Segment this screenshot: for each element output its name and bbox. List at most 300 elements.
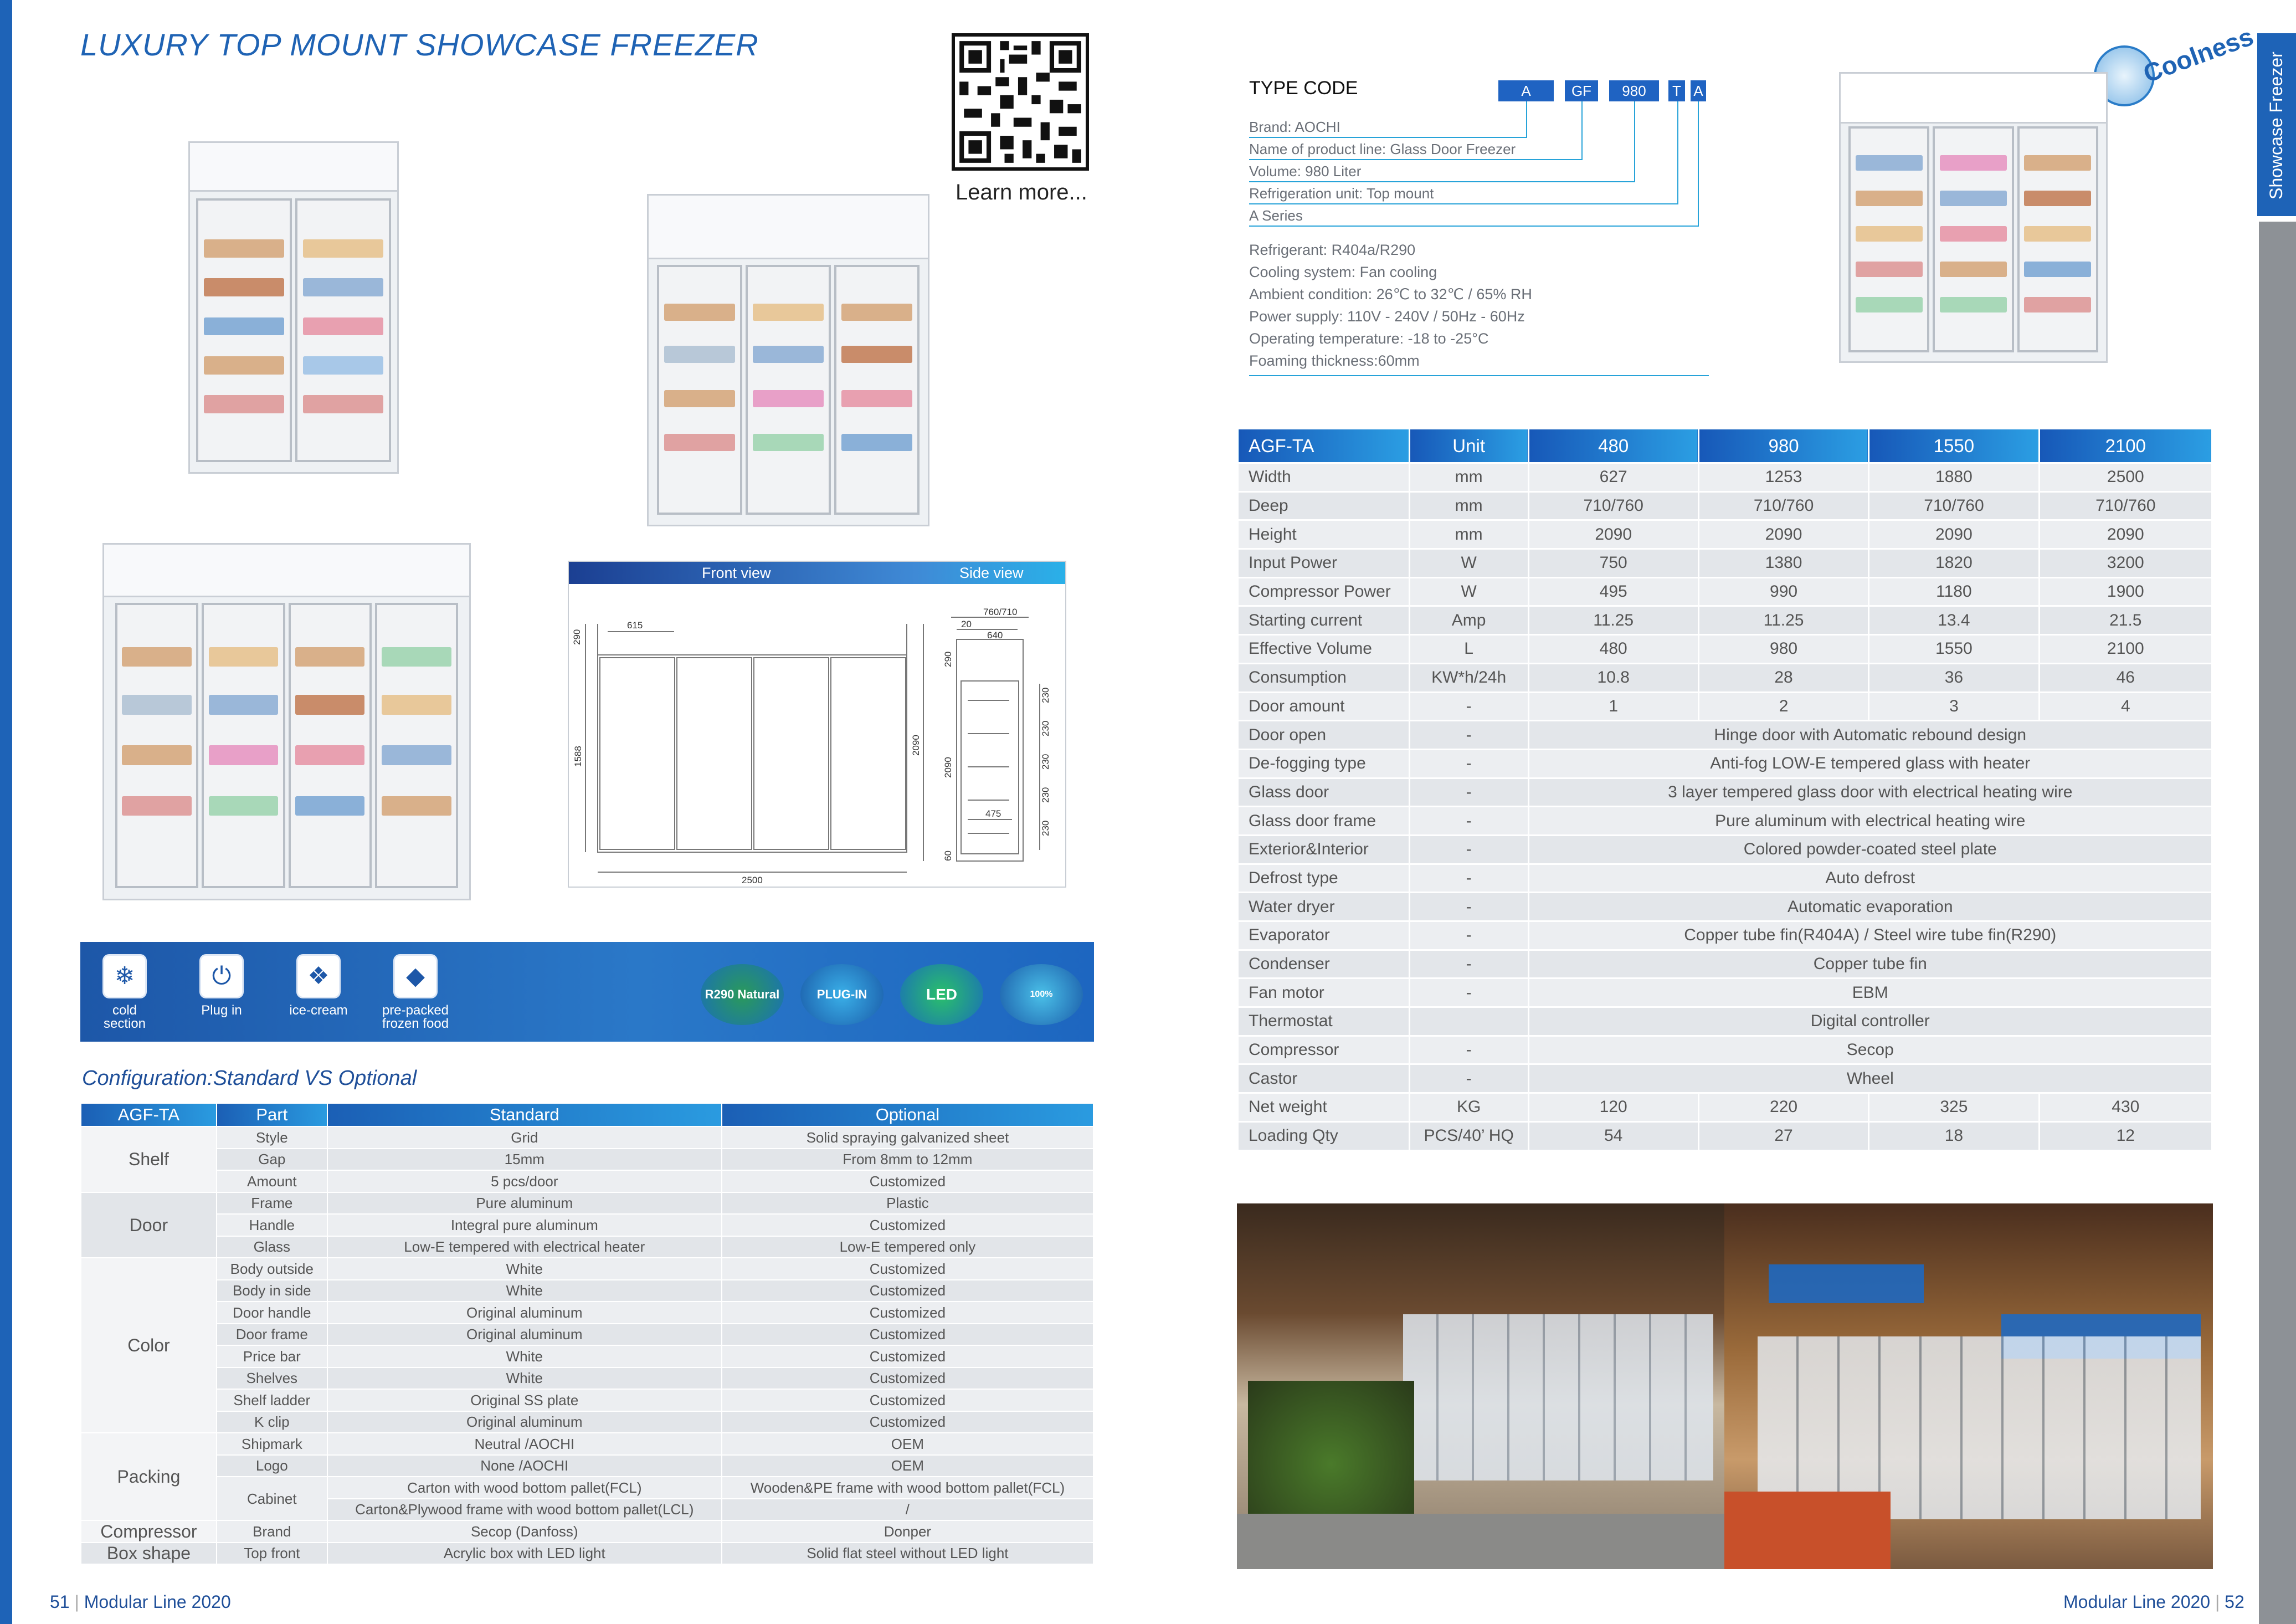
optional-cell: Plastic <box>722 1192 1093 1215</box>
config-header: Optional <box>722 1103 1093 1126</box>
table-row <box>81 1543 1093 1565</box>
standard-cell: 15mm <box>327 1149 722 1171</box>
table-row <box>1238 950 2212 979</box>
part-cell: Style <box>217 1126 327 1149</box>
spec-value-cell: 27 <box>1698 1121 1868 1150</box>
spec-value-cell: 3 layer tempered glass door with electrical heating wire <box>1528 778 2212 807</box>
table-row <box>1238 577 2212 606</box>
footer-text: Modular Line 2020 <box>2063 1592 2211 1612</box>
table-row <box>1238 549 2212 578</box>
optional-cell: Low-E tempered only <box>722 1236 1093 1258</box>
spec-header: 2100 <box>2039 429 2212 463</box>
spec-text: Refrigerant: R404a/R290 <box>1249 242 1416 258</box>
spec-name-cell: De-fogging type <box>1238 749 1410 778</box>
spec-value-cell: KW*h/24h <box>1409 663 1528 692</box>
spec-value-cell: - <box>1409 921 1528 950</box>
standard-cell: White <box>327 1280 722 1302</box>
dim-230-a: 230 <box>1040 687 1051 703</box>
optional-cell: Customized <box>722 1389 1093 1411</box>
table-row <box>1238 663 2212 692</box>
spec-value-cell: 54 <box>1528 1121 1698 1150</box>
table-row <box>81 1149 1093 1171</box>
spec-value-cell: 710/760 <box>1869 491 2039 520</box>
table-row <box>1238 778 2212 807</box>
spec-value-cell: W <box>1409 549 1528 578</box>
type-code-line: A Series <box>1249 207 1303 224</box>
type-code-box: 980 <box>1609 80 1659 101</box>
optional-cell: Customized <box>722 1214 1093 1236</box>
table-row <box>81 1214 1093 1236</box>
spec-value-cell: - <box>1409 1064 1528 1093</box>
spec-value-cell: - <box>1409 864 1528 893</box>
table-row <box>81 1455 1093 1477</box>
standard-cell: Original SS plate <box>327 1389 722 1411</box>
table-row <box>1238 491 2212 520</box>
optional-cell: Customized <box>722 1324 1093 1346</box>
standard-cell: White <box>327 1345 722 1367</box>
dim-290: 290 <box>572 629 582 645</box>
spec-value-cell: - <box>1409 950 1528 979</box>
spec-value-cell <box>1409 1007 1528 1036</box>
spec-value-cell: Digital controller <box>1528 1007 2212 1036</box>
spec-name-cell: Glass door frame <box>1238 807 1410 836</box>
optional-cell: Customized <box>722 1170 1093 1192</box>
dim-1588: 1588 <box>573 746 583 767</box>
spec-name-cell: Deep <box>1238 491 1410 520</box>
spec-value-cell: 46 <box>2039 663 2212 692</box>
optional-cell: Wooden&PE frame with wood bottom pallet(FCL) <box>722 1477 1093 1499</box>
spec-value-cell: Pure aluminum with electrical heating wire <box>1528 807 2212 836</box>
coolness-logo <box>2094 22 2257 106</box>
part-cell: Handle <box>217 1214 327 1236</box>
spec-value-cell: 430 <box>2039 1093 2212 1122</box>
spec-value-cell: 2090 <box>2039 520 2212 549</box>
part-cell: Frame <box>217 1192 327 1215</box>
spec-header: 480 <box>1528 429 1698 463</box>
spec-value-cell: 21.5 <box>2039 606 2212 635</box>
spec-name-cell: Exterior&Interior <box>1238 835 1410 864</box>
spec-name-cell: Defrost type <box>1238 864 1410 893</box>
table-row <box>1238 893 2212 921</box>
frozen-food-icon: ◆ <box>393 954 438 998</box>
part-cell: Door handle <box>217 1302 327 1324</box>
optional-cell: OEM <box>722 1433 1093 1455</box>
group-cell: Packing <box>81 1433 217 1520</box>
standard-cell: None /AOCHI <box>327 1455 722 1477</box>
table-row <box>1238 1121 2212 1150</box>
table-row <box>81 1192 1093 1215</box>
part-cell: Logo <box>217 1455 327 1477</box>
optional-cell: / <box>722 1499 1093 1521</box>
connector-line <box>1677 101 1678 204</box>
dim-230-c: 230 <box>1040 754 1051 770</box>
part-cell: Body outside <box>217 1258 327 1280</box>
spec-value-cell: Copper tube fin <box>1528 950 2212 979</box>
dim-640: 640 <box>987 630 1003 641</box>
spec-header: AGF-TA <box>1238 429 1410 463</box>
spec-value-cell: 11.25 <box>1528 606 1698 635</box>
standard-cell: White <box>327 1258 722 1280</box>
standard-cell: Carton with wood bottom pallet(FCL) <box>327 1477 722 1499</box>
dim-2090: 2090 <box>911 735 921 756</box>
spec-name-cell: Door open <box>1238 721 1410 750</box>
table-row <box>81 1302 1093 1324</box>
divider <box>1249 375 1709 376</box>
group-cell: Compressor <box>81 1520 217 1543</box>
table-row <box>81 1411 1093 1433</box>
part-cell: Cabinet <box>217 1477 327 1520</box>
freezer-4-door-image <box>102 543 471 900</box>
spec-value-cell: Hinge door with Automatic rebound design <box>1528 721 2212 750</box>
footer-text: Modular Line 2020 <box>84 1592 231 1612</box>
part-cell: Shipmark <box>217 1433 327 1455</box>
part-cell: Glass <box>217 1236 327 1258</box>
table-row <box>1238 721 2212 750</box>
table-row <box>1238 692 2212 721</box>
badge-plug-in: PLUG-IN <box>800 964 884 1025</box>
optional-cell: Solid flat steel without LED light <box>722 1543 1093 1565</box>
table-row <box>81 1280 1093 1302</box>
part-cell: Top front <box>217 1543 327 1565</box>
feature-label: ice-cream <box>289 1003 348 1018</box>
spec-value-cell: - <box>1409 893 1528 921</box>
side-tab-label: Showcase Freezer <box>2266 52 2286 199</box>
optional-cell: Customized <box>722 1345 1093 1367</box>
footer-left: 51 | Modular Line 2020 <box>50 1592 231 1612</box>
optional-cell: Solid spraying galvanized sheet <box>722 1126 1093 1149</box>
spec-value-cell: Amp <box>1409 606 1528 635</box>
spec-value-cell: 1253 <box>1698 463 1868 492</box>
optional-cell: Customized <box>722 1280 1093 1302</box>
table-row <box>81 1433 1093 1455</box>
dim-615: 615 <box>627 620 643 631</box>
qr-caption: Learn more... <box>956 180 1087 204</box>
spec-value-cell: 4 <box>2039 692 2212 721</box>
group-cell: Box shape <box>81 1543 217 1565</box>
type-code-line: Refrigeration unit: Top mount <box>1249 185 1434 202</box>
part-cell: Body in side <box>217 1280 327 1302</box>
spec-value-cell: 220 <box>1698 1093 1868 1122</box>
spec-value-cell: KG <box>1409 1093 1528 1122</box>
part-cell: Shelf ladder <box>217 1389 327 1411</box>
spec-text: Foaming thickness:60mm <box>1249 352 1420 369</box>
connector-line <box>1634 101 1635 182</box>
spec-name-cell: Water dryer <box>1238 893 1410 921</box>
standard-cell: Grid <box>327 1126 722 1149</box>
table-row <box>1238 864 2212 893</box>
spec-value-cell: 980 <box>1698 635 1868 664</box>
spec-value-cell: - <box>1409 1036 1528 1064</box>
coolness-text: Coolness <box>2139 22 2257 88</box>
spec-value-cell: Auto defrost <box>1528 864 2212 893</box>
table-row <box>81 1367 1093 1390</box>
page-title: LUXURY TOP MOUNT SHOWCASE FREEZER <box>80 27 759 62</box>
table-row <box>1238 921 2212 950</box>
feature-label: Plug in <box>201 1003 242 1018</box>
spec-value-cell: 2090 <box>1698 520 1868 549</box>
spec-name-cell: Height <box>1238 520 1410 549</box>
config-header: Part <box>217 1103 327 1126</box>
spec-name-cell: Compressor Power <box>1238 577 1410 606</box>
optional-cell: Donper <box>722 1520 1093 1543</box>
spec-value-cell: 18 <box>1869 1121 2039 1150</box>
connector-line <box>1249 181 1634 182</box>
spec-value-cell: 750 <box>1528 549 1698 578</box>
spec-value-cell: W <box>1409 577 1528 606</box>
dim-2500: 2500 <box>742 875 763 885</box>
table-row <box>1238 1093 2212 1122</box>
spec-value-cell: 495 <box>1528 577 1698 606</box>
spec-name-cell: Condenser <box>1238 950 1410 979</box>
spec-value-cell: Colored powder-coated steel plate <box>1528 835 2212 864</box>
spec-value-cell: 36 <box>1869 663 2039 692</box>
dim-230-b: 230 <box>1040 720 1051 736</box>
feature-plug-in <box>183 954 260 1017</box>
spec-name-cell: Evaporator <box>1238 921 1410 950</box>
spec-value-cell: Secop <box>1528 1036 2212 1064</box>
spec-name-cell: Width <box>1238 463 1410 492</box>
spec-value-cell: - <box>1409 749 1528 778</box>
side-view-label: Side view <box>959 565 1024 581</box>
freezer-3-door-image <box>647 194 929 526</box>
dim-475: 475 <box>985 808 1001 819</box>
table-row <box>81 1170 1093 1192</box>
plug-icon: ⏻ <box>199 954 244 998</box>
type-code-line: Brand: AOCHI <box>1249 119 1340 135</box>
spec-value-cell: EBM <box>1528 979 2212 1007</box>
spec-value-cell: 710/760 <box>1528 491 1698 520</box>
part-cell: Shelves <box>217 1367 327 1390</box>
dim-290-side: 290 <box>943 651 953 667</box>
group-cell: Door <box>81 1192 217 1258</box>
page-number: 52 <box>2225 1592 2244 1612</box>
spec-value-cell: Copper tube fin(R404A) / Steel wire tube fin(R290) <box>1528 921 2212 950</box>
standard-cell: White <box>327 1367 722 1390</box>
spec-value-cell: - <box>1409 778 1528 807</box>
spec-value-cell: 12 <box>2039 1121 2212 1150</box>
connector-line <box>1698 101 1699 227</box>
spec-value-cell: mm <box>1409 491 1528 520</box>
spec-value-cell: 13.4 <box>1869 606 2039 635</box>
feature-label: pre-packed frozen food <box>382 1003 449 1031</box>
table-row <box>1238 635 2212 664</box>
standard-cell: Original aluminum <box>327 1324 722 1346</box>
qr-code[interactable] <box>952 33 1089 171</box>
spec-value-cell: - <box>1409 721 1528 750</box>
spec-value-cell: 990 <box>1698 577 1868 606</box>
badge-led: LED <box>900 964 983 1025</box>
table-row <box>1238 520 2212 549</box>
spec-value-cell: 1180 <box>1869 577 2039 606</box>
table-row <box>81 1345 1093 1367</box>
connector-line <box>1249 226 1698 227</box>
spec-value-cell: 2090 <box>1869 520 2039 549</box>
spec-value-cell: 10.8 <box>1528 663 1698 692</box>
table-row <box>1238 979 2212 1007</box>
part-cell: Amount <box>217 1170 327 1192</box>
store-photo-right <box>1724 1203 2213 1569</box>
standard-cell: Acrylic box with LED light <box>327 1543 722 1565</box>
type-code-box: T <box>1668 80 1685 101</box>
spec-value-cell: 3 <box>1869 692 2039 721</box>
standard-cell: Carton&Plywood frame with wood bottom pallet(LCL) <box>327 1499 722 1521</box>
config-header: AGF-TA <box>81 1103 217 1126</box>
page-number: 51 <box>50 1592 70 1612</box>
spec-name-cell: Castor <box>1238 1064 1410 1093</box>
badge-fluorocarbons: 100% fluorocarbons <box>1000 964 1083 1025</box>
table-row <box>1238 606 2212 635</box>
spec-text: Ambient condition: 26℃ to 32℃ / 65% RH <box>1249 286 1532 303</box>
spec-value-cell: 1550 <box>1869 635 2039 664</box>
type-code-line: Volume: 980 Liter <box>1249 163 1362 180</box>
front-view-label: Front view <box>702 565 771 581</box>
feature-cold-section <box>86 954 163 1031</box>
part-cell: Gap <box>217 1149 327 1171</box>
standard-cell: Neutral /AOCHI <box>327 1433 722 1455</box>
config-heading: Configuration:Standard VS Optional <box>82 1067 417 1090</box>
spec-name-cell: Door amount <box>1238 692 1410 721</box>
spec-value-cell: 2 <box>1698 692 1868 721</box>
spec-name-cell: Input Power <box>1238 549 1410 578</box>
table-row <box>81 1520 1093 1543</box>
feature-frozen-food <box>377 954 454 1031</box>
part-cell: Price bar <box>217 1345 327 1367</box>
ice-cream-icon: ❖ <box>296 954 341 998</box>
table-row <box>1238 749 2212 778</box>
standard-cell: Low-E tempered with electrical heater <box>327 1236 722 1258</box>
features-banner <box>80 942 1094 1060</box>
spec-name-cell: Fan motor <box>1238 979 1410 1007</box>
spec-value-cell: 2500 <box>2039 463 2212 492</box>
spec-value-cell: - <box>1409 692 1528 721</box>
standard-cell: 5 pcs/door <box>327 1170 722 1192</box>
spec-text: Operating temperature: -18 to -25°C <box>1249 330 1489 347</box>
group-cell: Color <box>81 1258 217 1433</box>
spec-table <box>1237 428 2213 1151</box>
type-code-box: GF <box>1565 80 1598 101</box>
table-row <box>81 1389 1093 1411</box>
badge-r290: R290 Natural <box>701 964 784 1025</box>
spec-value-cell: - <box>1409 807 1528 836</box>
spec-name-cell: Starting current <box>1238 606 1410 635</box>
spec-value-cell: Anti-fog LOW-E tempered glass with heater <box>1528 749 2212 778</box>
spec-name-cell: Compressor <box>1238 1036 1410 1064</box>
spec-value-cell: 120 <box>1528 1093 1698 1122</box>
dim-20: 20 <box>961 619 972 629</box>
standard-cell: Secop (Danfoss) <box>327 1520 722 1543</box>
spec-value-cell: 3200 <box>2039 549 2212 578</box>
freezer-product-image <box>1839 72 2108 363</box>
table-row <box>1238 1036 2212 1064</box>
side-tab <box>2257 33 2296 216</box>
connector-line <box>1581 101 1583 160</box>
spec-value-cell: - <box>1409 979 1528 1007</box>
footer-right: Modular Line 2020 | 52 <box>2063 1592 2244 1612</box>
spec-header: Unit <box>1409 429 1528 463</box>
spec-value-cell: 1900 <box>2039 577 2212 606</box>
spec-value-cell: PCS/40’ HQ <box>1409 1121 1528 1150</box>
dim-760-710: 760/710 <box>983 607 1018 617</box>
part-cell: Brand <box>217 1520 327 1543</box>
config-header: Standard <box>327 1103 722 1126</box>
spec-value-cell: 2090 <box>1528 520 1698 549</box>
table-row <box>1238 1064 2212 1093</box>
type-code-label: TYPE CODE <box>1249 78 1358 99</box>
standard-cell: Pure aluminum <box>327 1192 722 1215</box>
spec-value-cell: - <box>1409 835 1528 864</box>
spec-name-cell: Net weight <box>1238 1093 1410 1122</box>
spec-name-cell: Consumption <box>1238 663 1410 692</box>
spec-header: 1550 <box>1869 429 2039 463</box>
table-row <box>1238 807 2212 836</box>
spec-value-cell: 627 <box>1528 463 1698 492</box>
type-code-box: A <box>1691 80 1706 101</box>
spec-value-cell: 325 <box>1869 1093 2039 1122</box>
spec-value-cell: Wheel <box>1528 1064 2212 1093</box>
table-row <box>1238 1007 2212 1036</box>
optional-cell: Customized <box>722 1411 1093 1433</box>
spec-value-cell: L <box>1409 635 1528 664</box>
type-code-box: A <box>1498 80 1554 101</box>
standard-cell: Integral pure aluminum <box>327 1214 722 1236</box>
spec-value-cell: 1820 <box>1869 549 2039 578</box>
spec-name-cell: Effective Volume <box>1238 635 1410 664</box>
right-page-edge <box>2259 222 2296 1624</box>
dim-230-d: 230 <box>1040 787 1051 803</box>
spec-value-cell: 28 <box>1698 663 1868 692</box>
spec-value-cell: 1880 <box>1869 463 2039 492</box>
type-code-line: Name of product line: Glass Door Freezer <box>1249 141 1516 157</box>
optional-cell: Customized <box>722 1367 1093 1390</box>
spec-value-cell: Automatic evaporation <box>1528 893 2212 921</box>
spec-header: 980 <box>1698 429 1868 463</box>
freezer-2-door-image <box>188 141 399 474</box>
left-page-edge <box>0 0 12 1624</box>
table-row <box>81 1126 1093 1149</box>
connector-line <box>1249 159 1581 160</box>
spec-value-cell: 11.25 <box>1698 606 1868 635</box>
optional-cell: OEM <box>722 1455 1093 1477</box>
part-cell: K clip <box>217 1411 327 1433</box>
table-row <box>81 1258 1093 1280</box>
optional-cell: Customized <box>722 1302 1093 1324</box>
feature-label: cold section <box>103 1003 146 1031</box>
table-row <box>81 1236 1093 1258</box>
part-cell: Door frame <box>217 1324 327 1346</box>
dim-2090-side: 2090 <box>943 757 953 778</box>
spec-value-cell: 710/760 <box>1698 491 1868 520</box>
technical-drawing <box>568 561 1066 888</box>
spec-value-cell: mm <box>1409 520 1528 549</box>
dim-230-e: 230 <box>1040 820 1051 836</box>
spec-value-cell: 1 <box>1528 692 1698 721</box>
store-photo-left <box>1237 1203 1724 1569</box>
spec-value-cell: 480 <box>1528 635 1698 664</box>
snowflake-icon: ❄ <box>102 954 147 998</box>
feature-ice-cream <box>280 954 357 1017</box>
spec-value-cell: 1380 <box>1698 549 1868 578</box>
connector-line <box>1249 137 1526 138</box>
dim-60: 60 <box>943 851 953 861</box>
standard-cell: Original aluminum <box>327 1411 722 1433</box>
spec-name-cell: Glass door <box>1238 778 1410 807</box>
connector-line <box>1526 101 1527 138</box>
spec-name-cell: Loading Qty <box>1238 1121 1410 1150</box>
optional-cell: From 8mm to 12mm <box>722 1149 1093 1171</box>
config-table <box>80 1103 1094 1565</box>
spec-text: Power supply: 110V - 240V / 50Hz - 60Hz <box>1249 308 1525 325</box>
optional-cell: Customized <box>722 1258 1093 1280</box>
